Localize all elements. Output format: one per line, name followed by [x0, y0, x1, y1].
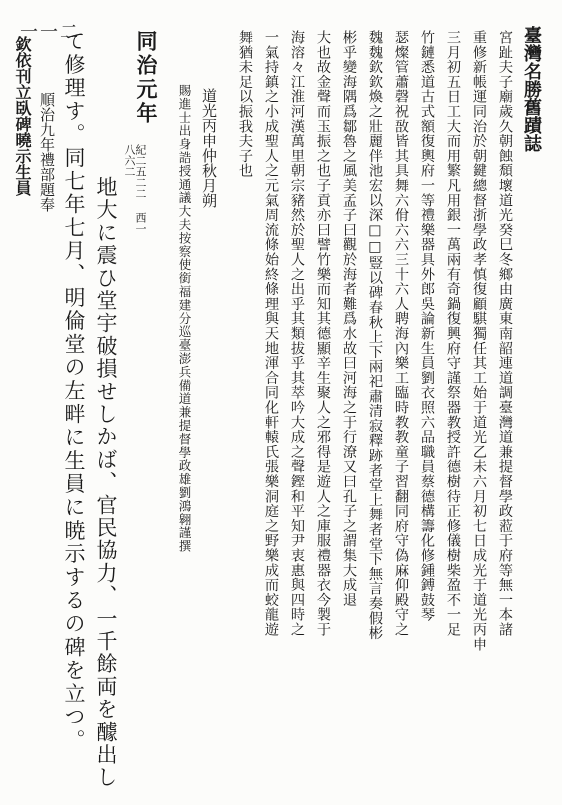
date-line: 道光丙申仲秋月朔	[200, 88, 218, 208]
closing-date: 順治九年禮部題奉	[38, 92, 56, 212]
inscription-line-part: 魏魏欽欽煥之壯麗伴池宏以深□□豎以碑春秋上下兩祀肅清寂釋跡者堂上舞者堂下無言奏假彬	[367, 30, 383, 641]
modern-text-line: て修理す。同七年七月、明倫堂の左畔に生員に暁示するの碑を立つ。	[62, 30, 86, 753]
inscription-line: 瑟燦管蕭磬祝敔皆其具舞六佾六六三十六人聘海內樂工臨時教教童子習翻同府守偽麻仰殿守之	[393, 30, 409, 637]
inscription-line: 一氣持鎮之小成聖人之元氣周流條始終條理與天地渾合同化軒轅氏張樂洞庭之野樂成而蛟龍遊	[263, 30, 279, 637]
inscription-line: 海溶々江淮河漢萬里朝宗豬然於聖人之出乎其類拔乎其萃吟大成之聲鏗和平知尹衷惠與四時之	[289, 30, 305, 637]
inscription-line: 竹鏈悉道古式額復輿府一等禮樂器具外郎吳論新生員劉衣照六品職員蔡德構籌化修鍾鎛鼓琴	[419, 30, 435, 622]
author-line: 賜進士出身誥授通議大夫按察使銜福建分巡臺澎兵備道兼提督學政雄劉鴻翱謹撰	[177, 84, 192, 553]
inscription-line: 舞猶未足以振我夫子也	[237, 30, 253, 178]
inscription-line	[368, 30, 382, 640]
section-title: 臺灣名勝舊蹟誌	[521, 26, 542, 152]
page-number: 一一二	[20, 22, 80, 43]
inscription-line: 宮趾夫子廟歲久朝蝕頹壞道光癸巳冬鄉由廣東南韶連道調臺灣道兼提督學政蒞于府等無一本諸	[497, 30, 513, 637]
inscription-line: 三月初五日工大而用繁凡用銀一萬兩有奇鍋復興府守謹祭器教授許德樹待正修儀樹柴盈不一足	[445, 30, 461, 637]
modern-heading-note: 紀二五二二 西一八六二	[123, 144, 147, 234]
modern-text-line: 地大に震ひ堂宇破損せしかば、官民協力、一千餘両を醵出し	[94, 176, 118, 789]
inscription-line: 大也故金聲而玉振之也子貢亦曰譬竹樂而知其德顯辛生聚人之邪得是遊人之庫服禮器衣今製于	[315, 30, 331, 637]
closing-title: 欽依刊立臥碑曉示生員	[13, 36, 32, 196]
modern-heading: 同治元年	[134, 30, 158, 126]
inscription-line: 重修新帳運同治於朝鍵總督浙學政孝慎復顧騏獨任其工始于道光乙未六月初七日成光于道光丙申	[471, 30, 487, 652]
inscription-line: 彬乎變海隅爲鄒魯之風美孟子曰觀於海者難爲水故曰河海之于行潦又曰孔子之謂集大成退	[341, 30, 357, 608]
